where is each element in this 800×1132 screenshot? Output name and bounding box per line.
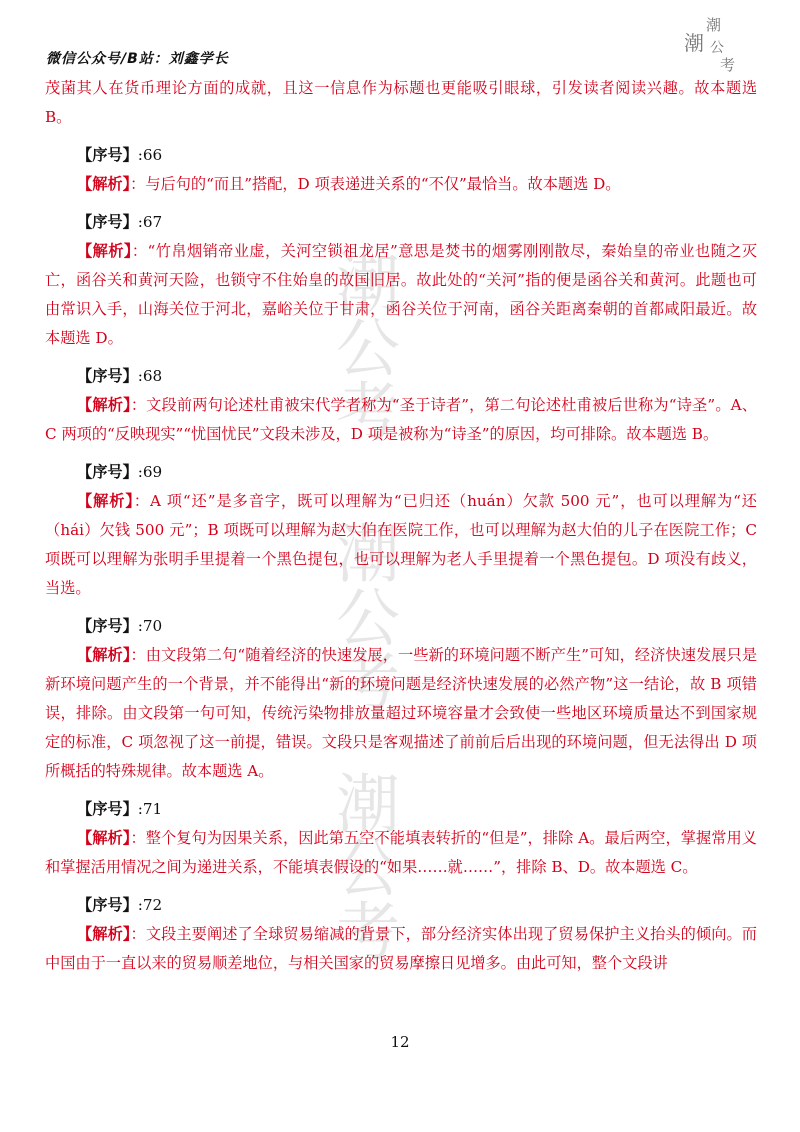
page-number: 12 [390, 1033, 410, 1051]
source-header: 微信公众号/B站：刘鑫学长 [46, 51, 229, 67]
svg-text:潮: 潮 [684, 31, 704, 55]
explanation: 【解析】：文段主要阐述了全球贸易缩减的背景下，部分经济实体出现了贸易保护主义抬头的倾向。而中国由于一直以来的贸易顺差地位，与相关国家的贸易摩擦日见增多。由此可知，整个文段讲 [45, 925, 757, 972]
seq-line: 【序号】:70 [77, 617, 163, 635]
seq-line: 【序号】:68 [77, 367, 163, 385]
watermark-3: 潮公考 [325, 770, 399, 962]
entry-71 [45, 795, 757, 882]
seq-line: 【序号】:71 [77, 800, 163, 818]
explanation: 【解析】：“竹帛烟销帝业虚，关河空锁祖龙居”意思是焚书的烟雾刚刚散尽，秦始皇的帝业也随之灭亡，函谷关和黄河天险，也锁守不住始皇的故国旧居。故此处的“关河”指的便是函谷关和黄河。此题也可由常识入手，山海关位于河北，嘉峪关位于甘肃，函谷关位于河南，函谷关距离秦朝的首都咸阳最近。故本题选 D。 [45, 242, 758, 347]
corner-logo-stamp [676, 12, 746, 72]
entry-66 [45, 141, 757, 199]
entry-69 [45, 458, 757, 603]
entry-67 [45, 208, 757, 353]
answer-explanations [45, 74, 757, 978]
explanation: 【解析】：A 项“还”是多音字，既可以理解为“已归还（huán）欠款 500 元”，也可以理解为“还（hái）欠钱 500 元”；B 项既可以理解为赵大伯在医院工作，也可以理解为赵大伯的儿子在医院工作；C 项既可以理解为张明手里提着一个黑色提包，也可以理解为老人手里提着一个黑色提包。D 项没有歧义，当选。 [45, 492, 757, 597]
watermark-1: 潮公考 [325, 250, 399, 442]
intro-paragraph: 茂菌其人在货币理论方面的成就，且这一信息作为标题也更能吸引眼球，引发读者阅读兴趣。故本题选 B。 [45, 79, 757, 126]
explanation: 【解析】：与后句的“而且”搭配，D 项表递进关系的“不仅”最恰当。故本题选 D。 [77, 175, 621, 193]
entry-72 [45, 891, 757, 978]
svg-text:公: 公 [710, 40, 724, 56]
explanation: 【解析】：由文段第二句“随着经济的快速发展，一些新的环境问题不断产生”可知，经济快速发展只是新环境问题产生的一个背景，并不能得出“新的环境问题是经济快速发展的必然产物”这一结论，故 B 项错误，排除。由文段第一句可知，传统污染物排放量超过环境容量才会致使一些地区环境质量达不到国家规定的标准，C 项忽视了这一前提，错误。文段只是客观描述了前前后后出现的环境问题，但无法得出 D 项所概括的特殊规律。故本题选 A。 [45, 646, 758, 780]
explanation: 【解析】：文段前两句论述杜甫被宋代学者称为“圣于诗者”，第二句论述杜甫被后世称为“诗圣”。A、C 两项的“反映现实”“忧国忧民”文段未涉及，D 项是被称为“诗圣”的原因，均可排除。故本题选 B。 [45, 396, 757, 443]
explanation: 【解析】：整个复句为因果关系，因此第五空不能填表转折的“但是”，排除 A。最后两空，掌握常用义和掌握活用情况之间为递进关系，不能填表假设的“如果……就……”，排除 B、D。故本题选 C。 [45, 829, 757, 876]
entry-70 [45, 612, 757, 786]
watermark-2: 潮公考 [325, 520, 399, 712]
seq-line: 【序号】:67 [77, 213, 163, 231]
seq-line: 【序号】:66 [77, 146, 163, 164]
seq-line: 【序号】:72 [77, 896, 163, 914]
svg-text:考: 考 [720, 56, 736, 72]
svg-text:潮: 潮 [706, 16, 722, 34]
entry-68 [45, 362, 757, 449]
seq-line: 【序号】:69 [77, 463, 163, 481]
